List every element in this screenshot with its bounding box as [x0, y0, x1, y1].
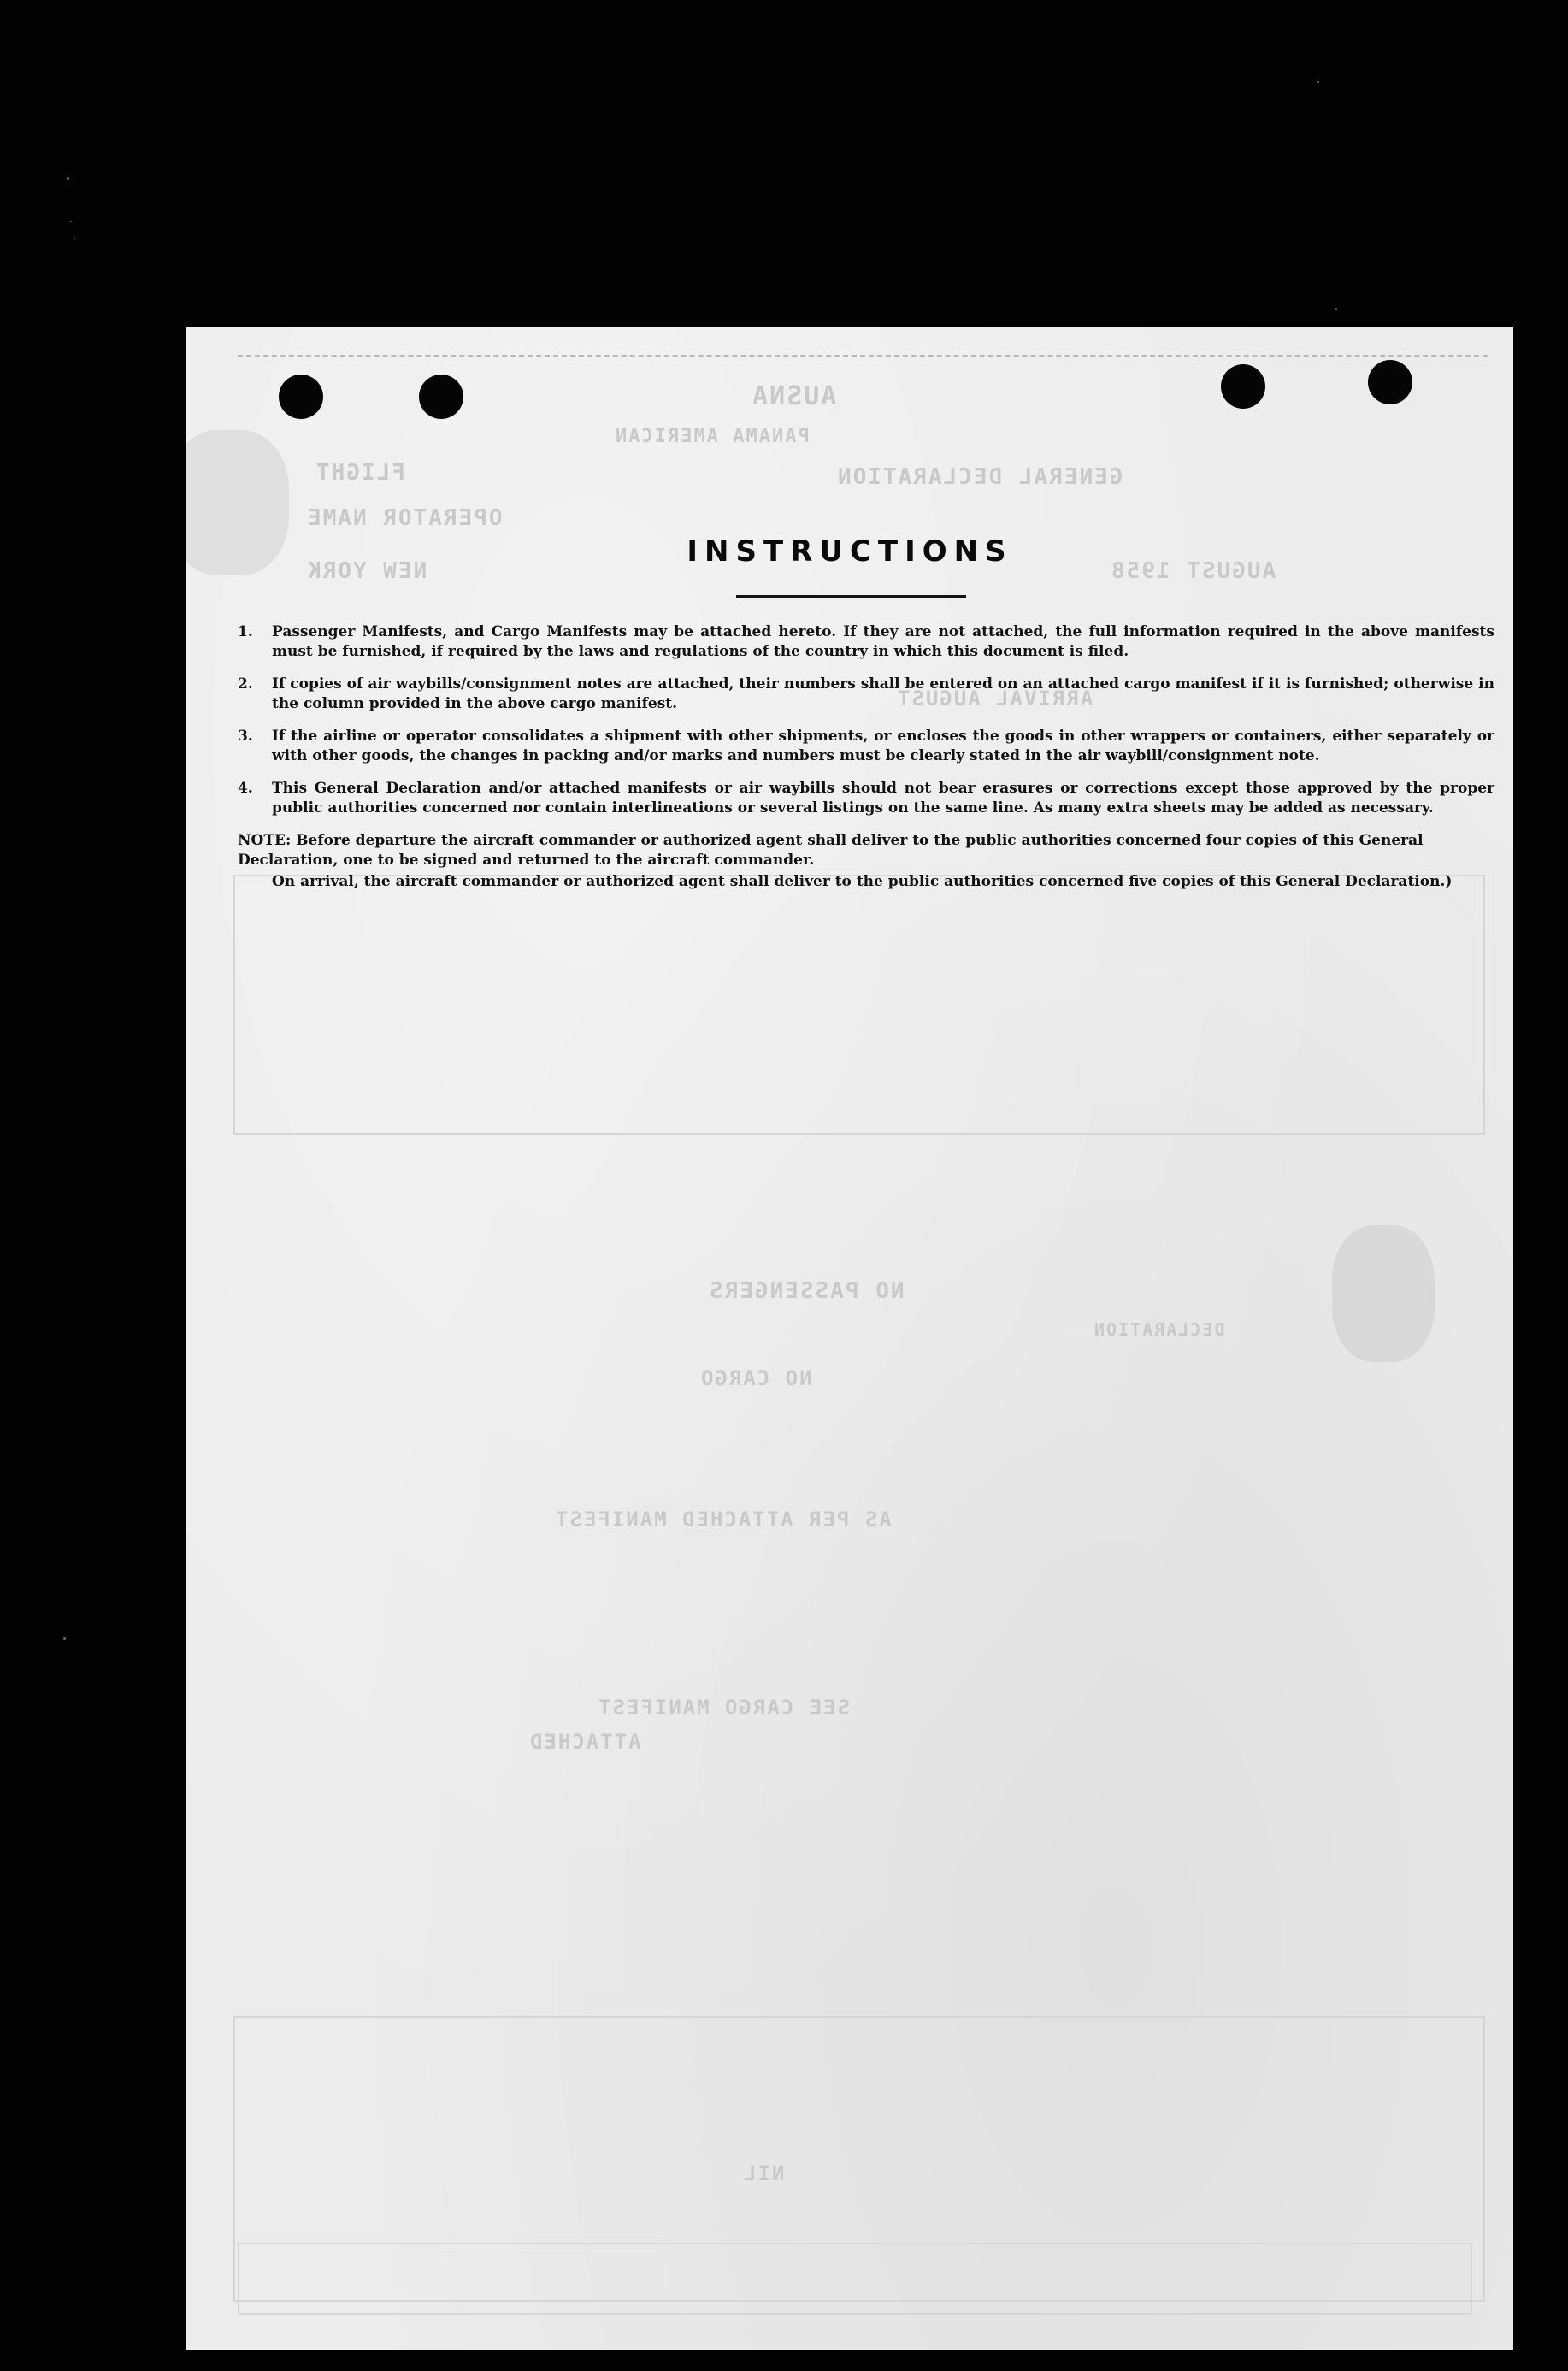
- dust-speck: [63, 1637, 66, 1640]
- page-title: INSTRUCTIONS: [687, 534, 1013, 569]
- bleed-through-mark: ATTACHED: [528, 1730, 641, 1754]
- instruction-text: If copies of air waybills/consignment notes are attached, their numbers shall be entered on an attached cargo manifest if it is furnished; otherwise in the column provided in the above cargo manifest.: [272, 675, 1494, 712]
- instruction-text: Passenger Manifests, and Cargo Manifests may be attached hereto. If they are not attached, the full information required in the above manifests must be furnished, if required by the laws and regulations of the country in which this document is filed.: [272, 623, 1494, 660]
- instruction-number: 4.: [238, 780, 253, 797]
- bleed-through-mark: FLIGHT: [315, 460, 405, 486]
- note-block: [238, 831, 1494, 892]
- bleed-through-box: [238, 2243, 1472, 2315]
- bleed-through-mark: SEE CARGO MANIFEST: [597, 1696, 851, 1719]
- dust-speck: [70, 221, 72, 222]
- note-arrival-text: On arrival, the aircraft commander or authorized agent shall deliver to the public authorities concerned five copies of this General Declaration.): [272, 873, 1453, 890]
- bleed-through-mark: OPERATOR NAME: [306, 505, 503, 531]
- dust-speck: [67, 177, 69, 180]
- bleed-through-mark: PANAMA AMERICAN: [614, 426, 810, 447]
- bleed-through-box: [233, 875, 1485, 1135]
- bleed-through-mark: AS PER ATTACHED MANIFEST: [554, 1507, 892, 1531]
- bleed-through-mark: AUGUST 1958: [1110, 558, 1276, 584]
- bleed-through-mark: ARRIVAL AUGUST: [896, 687, 1093, 711]
- paper-scuff: [1332, 1225, 1435, 1362]
- bleed-through-mark: NO PASSENGERS: [708, 1278, 905, 1304]
- punch-hole-icon: [1368, 360, 1412, 404]
- title-underline: [736, 595, 966, 598]
- instructions-list: [238, 622, 1494, 892]
- dust-speck: [1335, 308, 1337, 310]
- instruction-number: 1.: [238, 623, 253, 640]
- bleed-through-mark: NO CARGO: [699, 1366, 812, 1390]
- instruction-item: [238, 675, 1494, 714]
- dust-speck: [74, 238, 75, 239]
- punch-hole-icon: [279, 375, 323, 419]
- document-page: [186, 327, 1513, 2350]
- instruction-item: [238, 779, 1494, 818]
- instruction-text: If the airline or operator consolidates a shipment with other shipments, or encloses the goods in other wrappers or containers, either separately or with other goods, the changes in packing and/or marks and numbers must be clearly stated in the air waybill/consignment note.: [272, 728, 1494, 764]
- instruction-number: 2.: [238, 675, 253, 693]
- bleed-through-mark: AUSNA: [751, 381, 837, 411]
- bleed-through-mark: NEW YORK: [306, 558, 427, 584]
- instruction-item: [238, 727, 1494, 766]
- instruction-item: [238, 622, 1494, 662]
- punch-hole-icon: [419, 375, 463, 419]
- bleed-through-mark: DECLARATION: [1093, 1319, 1225, 1340]
- instruction-number: 3.: [238, 728, 253, 745]
- bleed-through-mark: GENERAL DECLARATION: [836, 464, 1123, 490]
- top-border-line: [238, 355, 1488, 357]
- punch-hole-icon: [1221, 364, 1265, 409]
- note-label: NOTE:: [238, 832, 292, 849]
- bleed-through-mark: NIL: [742, 2162, 785, 2185]
- dust-speck: [1317, 81, 1319, 83]
- note-departure-text: Before departure the aircraft commander or authorized agent shall deliver to the public authorities concerned four copies of this General Declaration, one to be signed and returned to the aircraft commander.: [238, 832, 1424, 869]
- instruction-text: This General Declaration and/or attached manifests or air waybills should not bear erasures or corrections except those approved by the proper public authorities concerned nor contain interlineations or several listings on the same line. As many extra sheets may be added as necessary.: [272, 780, 1494, 817]
